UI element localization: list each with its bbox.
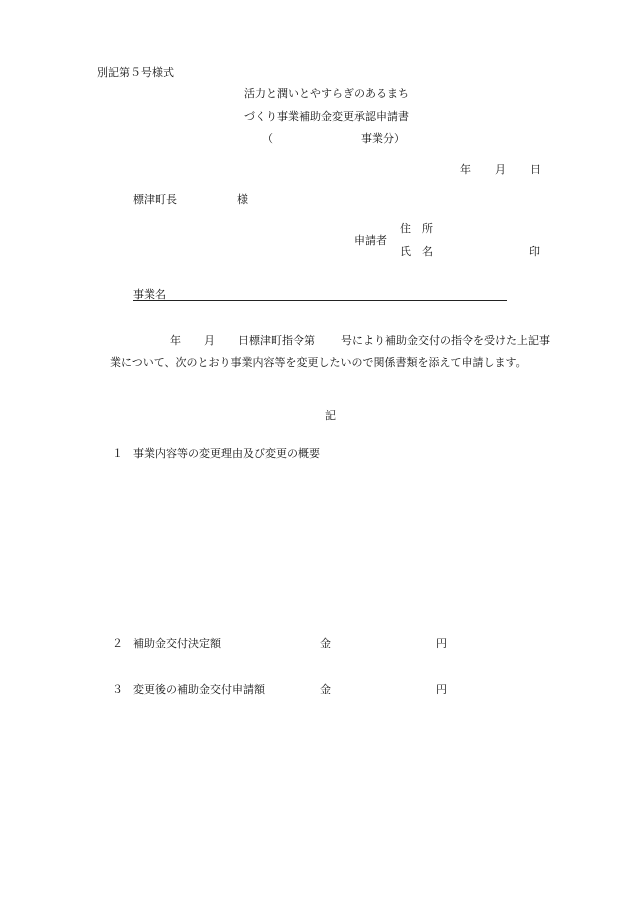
project-name-label: 事業名 xyxy=(133,288,166,301)
item-kin: 金 xyxy=(320,637,331,650)
body-directive-suffix: 号により補助金交付の指令を受けた上記事 xyxy=(341,334,550,347)
date-day: 日 xyxy=(530,163,541,176)
body-directive-prefix: 日標津町指令第 xyxy=(238,334,315,347)
body-year: 年 xyxy=(170,334,181,347)
applicant-label: 申請者 xyxy=(354,234,387,247)
item-number: １ xyxy=(112,447,123,460)
applicant-name-label: 氏 名 xyxy=(400,245,433,258)
item-en: 円 xyxy=(436,637,447,650)
ki-heading: 記 xyxy=(325,409,336,422)
title-line-2: づくり事業補助金変更承認申請書 xyxy=(244,110,409,123)
title-line-1: 活力と潤いとやすらぎのあるまち xyxy=(244,87,409,100)
item-number: ２ xyxy=(112,637,123,650)
item-number: ３ xyxy=(112,683,123,696)
item-label: 事業内容等の変更理由及び変更の概要 xyxy=(133,447,320,460)
applicant-seal: 印 xyxy=(529,245,540,258)
item-en: 円 xyxy=(436,683,447,696)
addressee-honorific: 様 xyxy=(237,193,248,206)
body-month: 月 xyxy=(204,334,215,347)
project-name-underline xyxy=(133,300,507,301)
date-year: 年 xyxy=(460,163,471,176)
applicant-address-label: 住 所 xyxy=(400,222,433,235)
item-label: 補助金交付決定額 xyxy=(133,637,221,650)
form-id: 別記第５号様式 xyxy=(97,66,174,79)
date-month: 月 xyxy=(495,163,506,176)
body-line-2: 業について、次のとおり事業内容等を変更したいので関係書類を添えて申請します。 xyxy=(110,356,527,369)
addressee-name: 標津町長 xyxy=(133,193,177,206)
item-kin: 金 xyxy=(320,683,331,696)
title-paren-open: （ xyxy=(262,132,273,145)
item-label: 変更後の補助金交付申請額 xyxy=(133,683,265,696)
title-paren-close: 事業分） xyxy=(361,132,405,145)
